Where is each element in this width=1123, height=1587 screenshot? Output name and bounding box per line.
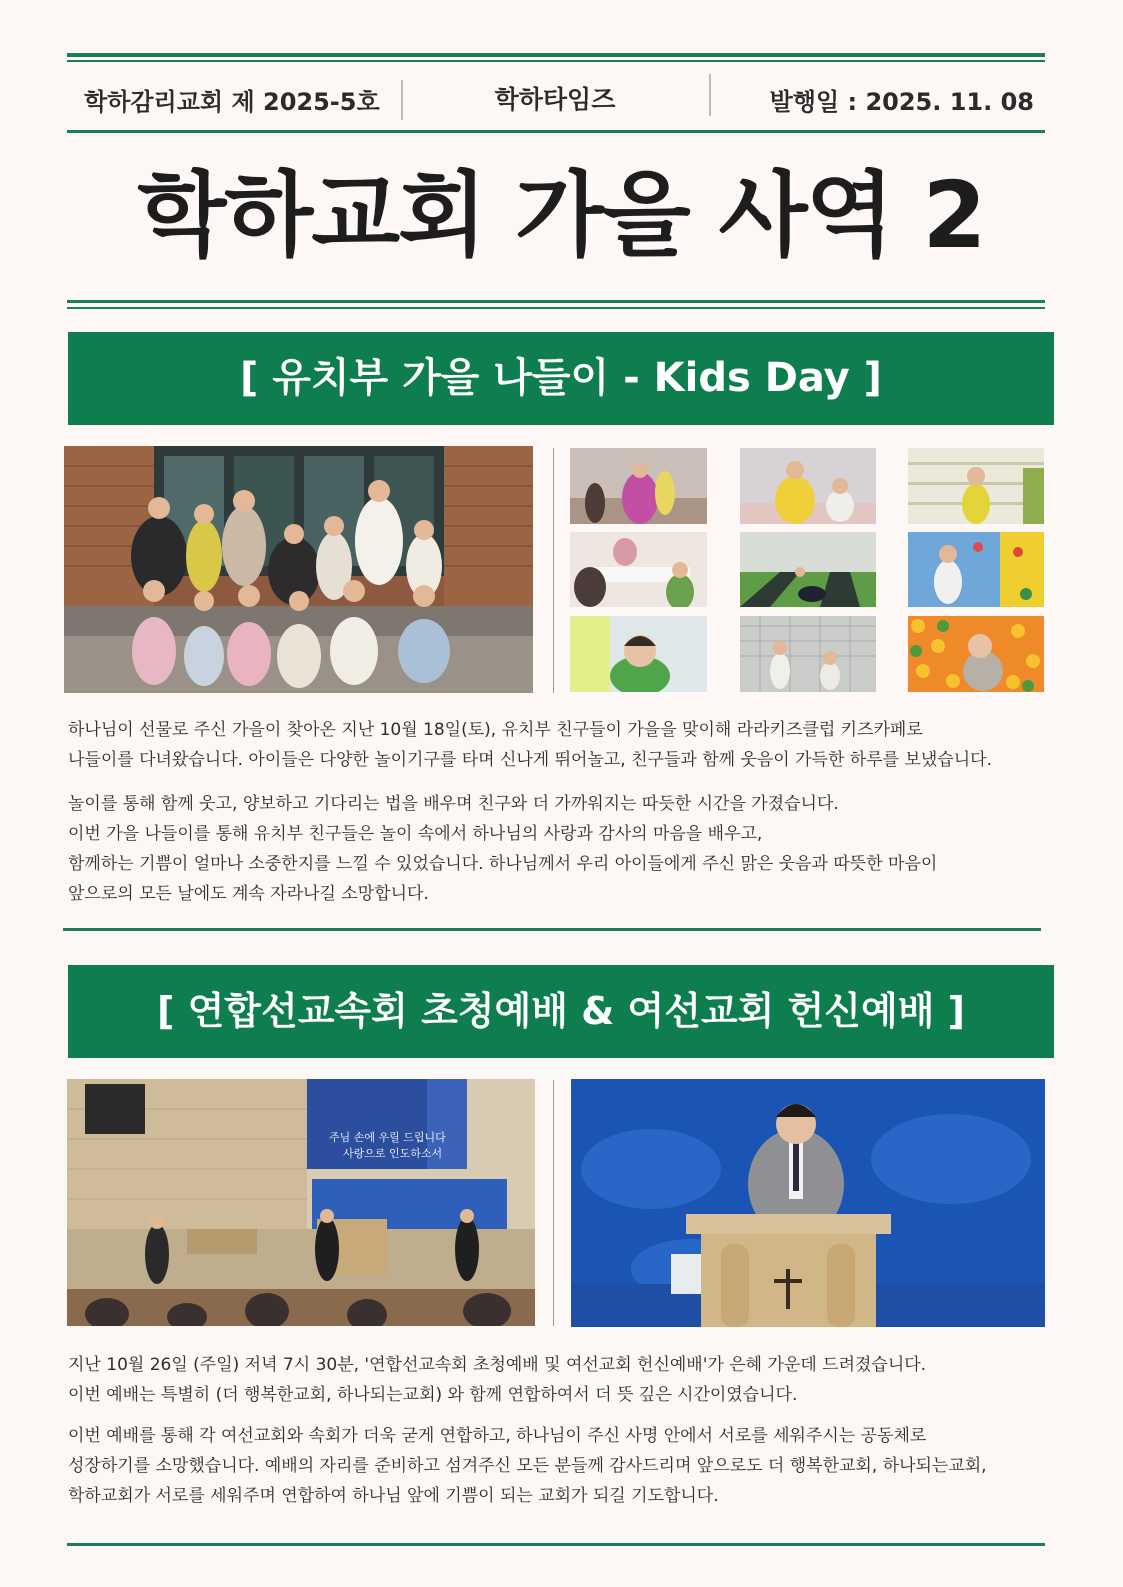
kids-group-photo (64, 446, 533, 693)
photo-divider (553, 448, 554, 693)
kids-photo-princess (570, 448, 707, 524)
worship-banner: [ 연합선교속회 초청예배 & 여선교회 헌신예배 ] (68, 965, 1054, 1058)
preacher-photo (571, 1079, 1045, 1327)
kids-photo-yellow-dress (740, 448, 876, 524)
kids-photo-ball-pit (908, 616, 1044, 692)
worship-line: 이번 예배는 특별히 (더 행복한교회, 하나되는교회) 와 함께 연합하여서 더 뜻 깊은 시간이였습니다. (68, 1385, 798, 1405)
worship-line: 이번 예배를 통해 각 여선교회와 속회가 더욱 굳게 연합하고, 하나님이 주신 사명 안에서 서로를 세워주시는 공동체로 (68, 1426, 927, 1446)
top-rule (67, 53, 1045, 57)
kids-day-paragraph-2 (68, 789, 1058, 909)
bottom-rule (67, 1543, 1045, 1546)
kids-photo-shelves (908, 448, 1044, 524)
screen-lyrics-line-1: 주님 손에 우릴 드립니다 (329, 1131, 446, 1144)
kids-photo-net-area (740, 616, 876, 692)
worship-line: 지난 10월 26일 (주일) 저녁 7시 30분, '연합선교속회 초청예배 및 여선교회 헌신예배'가 은혜 가운데 드려졌습니다. (68, 1355, 927, 1375)
issue-date: 발행일 : 2025. 11. 08 (769, 88, 1034, 116)
masthead-rule (67, 130, 1045, 133)
top-rule-thin (67, 60, 1045, 62)
screen-lyrics-line-2: 사랑으로 인도하소서 (343, 1147, 443, 1160)
kids-day-line: 함께하는 기쁨이 얼마나 소중한지를 느낄 수 있었습니다. 하나님께서 우리 아이들에게 주신 맑은 웃음과 따뜻한 마음이 (68, 854, 938, 874)
section-rule (63, 928, 1041, 931)
photo-divider-2 (553, 1080, 554, 1326)
worship-line: 학하교회가 서로를 세워주며 연합하여 하나님 앞에 기쁨이 되는 교회가 되길 기도합니다. (68, 1486, 719, 1506)
paper-name: 학하타임즈 (494, 85, 616, 114)
title-rule-thin (67, 307, 1045, 309)
kids-photo-smiling-girl (570, 616, 707, 692)
kids-day-paragraph-1 (68, 715, 1058, 775)
title-rule (67, 300, 1045, 303)
page-title: 학하교회 가을 사역 2 (137, 162, 985, 269)
kids-day-line: 이번 가을 나들이를 통해 유치부 친구들은 놀이 속에서 하나님의 사랑과 감사의 마음을 배우고, (68, 824, 763, 844)
kids-day-line: 하나님이 선물로 주신 가을이 찾아온 지난 10월 18일(토), 유치부 친구들이 가을을 맞이해 라라키즈클럽 키즈카페로 (68, 720, 923, 740)
kids-photo-climbing-wall (908, 532, 1044, 607)
worship-paragraph-2 (68, 1421, 1058, 1511)
header-divider-right (709, 74, 711, 116)
kids-photo-play-area (740, 532, 876, 607)
kids-day-line: 나들이를 다녀왔습니다. 아이들은 다양한 놀이기구를 타며 신나게 뛰어놀고, 친구들과 함께 웃음이 가득한 하루를 보냈습니다. (68, 750, 992, 770)
worship-paragraph-1 (68, 1350, 1058, 1410)
kids-day-banner: [ 유치부 가을 나들이 - Kids Day ] (68, 332, 1054, 425)
kids-day-line: 놀이를 통해 함께 웃고, 양보하고 기다리는 법을 배우며 친구와 더 가까워지는 따듯한 시간을 가졌습니다. (68, 794, 839, 814)
kids-photo-craft-table (570, 532, 707, 607)
issue-number: 학하감리교회 제 2025-5호 (84, 88, 380, 116)
header-divider-left (401, 80, 403, 120)
worship-stage-photo (67, 1079, 535, 1326)
worship-line: 성장하기를 소망했습니다. 예배의 자리를 준비하고 섬겨주신 모든 분들께 감사드리며 앞으로도 더 행복한교회, 하나되는교회, (68, 1456, 987, 1476)
kids-day-line: 앞으로의 모든 날에도 계속 자라나길 소망합니다. (68, 884, 429, 904)
